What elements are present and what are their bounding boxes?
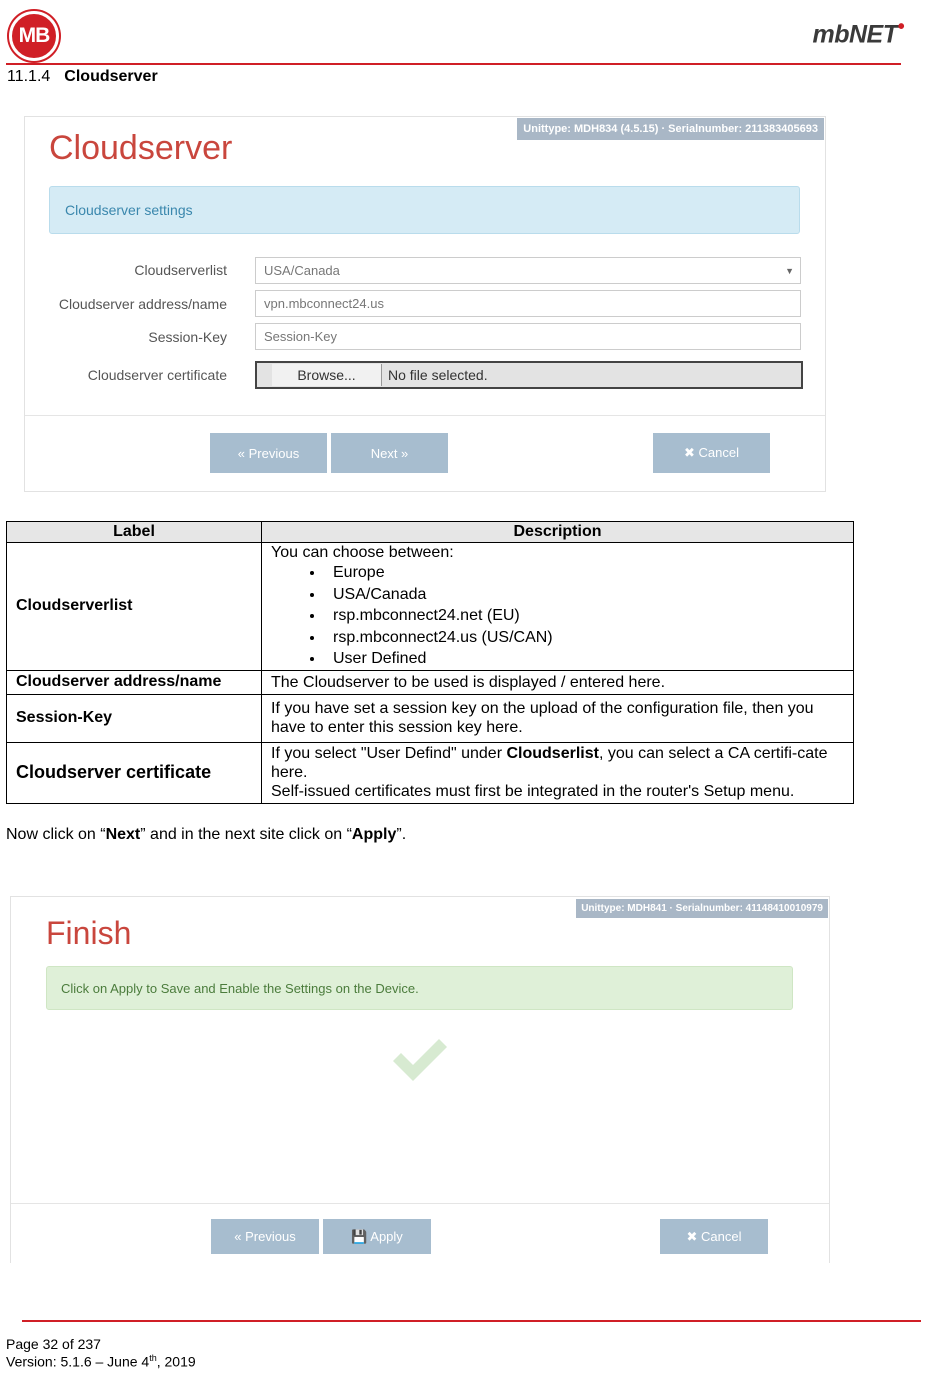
address-label: Cloudserver address/name bbox=[58, 296, 227, 312]
panel-title: Finish bbox=[46, 915, 132, 951]
sessionkey-placeholder: Session-Key bbox=[264, 329, 337, 344]
table-row bbox=[7, 694, 854, 742]
description-table bbox=[6, 521, 854, 804]
info-bar: Cloudserver settings bbox=[49, 186, 800, 234]
address-placeholder: vpn.mbconnect24.us bbox=[264, 296, 384, 311]
certificate-file-input[interactable] bbox=[255, 361, 803, 389]
row-label: Cloudserverlist bbox=[7, 543, 262, 671]
instr-bold-next: Next bbox=[105, 826, 141, 843]
cancel-button[interactable]: ✖ Cancel bbox=[660, 1219, 768, 1254]
section-number: 11.1.4 bbox=[7, 68, 51, 85]
instr-text: Now click on “ bbox=[6, 826, 106, 843]
desc-bold: Cloudserlist bbox=[506, 745, 599, 762]
footer-rule bbox=[22, 1320, 921, 1322]
unit-info-badge: Unittype: MDH841 · Serialnumber: 41148410010979 bbox=[576, 899, 828, 918]
header-label: Label bbox=[7, 522, 262, 543]
table-header-row bbox=[7, 522, 854, 543]
row-description bbox=[262, 742, 854, 803]
certificate-label: Cloudserver certificate bbox=[87, 367, 227, 383]
panel-title: Cloudserver bbox=[49, 129, 233, 167]
sessionkey-input[interactable] bbox=[255, 323, 801, 350]
row-description bbox=[262, 543, 854, 671]
table-row bbox=[7, 742, 854, 803]
header-rule bbox=[6, 63, 901, 65]
desc-text: If you select "User Defind" under bbox=[271, 745, 507, 762]
row-label: Cloudserver certificate bbox=[7, 742, 262, 803]
previous-button[interactable]: « Previous bbox=[211, 1219, 319, 1254]
unit-info-badge: Unittype: MDH834 (4.5.15) · Serialnumber: 211383405693 bbox=[517, 118, 824, 140]
success-bar: Click on Apply to Save and Enable the Settings on the Device. bbox=[46, 966, 793, 1010]
mb-logo: MB bbox=[9, 11, 59, 61]
cloudserverlist-value: USA/Canada bbox=[264, 263, 340, 278]
checkmark-icon bbox=[389, 1035, 451, 1085]
desc-line2: Self-issued certificates must first be integrated in the router's Setup menu. bbox=[271, 783, 795, 800]
cancel-button[interactable]: ✖ Cancel bbox=[653, 433, 770, 473]
cloudserverlist-label: Cloudserverlist bbox=[134, 262, 227, 278]
list-item: • rsp.mbconnect24.us (US/CAN) bbox=[325, 627, 844, 649]
desc-text: , you can select a CA certifi-cate here. bbox=[271, 745, 828, 781]
row-label: Session-Key bbox=[7, 694, 262, 742]
options-list bbox=[271, 562, 844, 670]
table-row bbox=[7, 670, 854, 694]
options-intro: You can choose between: bbox=[271, 544, 454, 561]
version-info bbox=[6, 1353, 196, 1370]
instr-text: ”. bbox=[396, 826, 407, 843]
section-heading bbox=[7, 68, 158, 86]
instruction-text bbox=[6, 826, 406, 844]
chevron-down-icon: ▼ bbox=[785, 265, 794, 276]
version-suffix: , 2019 bbox=[156, 1353, 196, 1370]
instr-bold-apply: Apply bbox=[351, 826, 397, 843]
cloudserver-screenshot bbox=[24, 116, 826, 492]
list-item: • User Defined bbox=[325, 648, 844, 670]
list-item: • Europe bbox=[325, 562, 844, 584]
row-description: The Cloudserver to be used is displayed / entered here. bbox=[262, 670, 854, 694]
browse-button[interactable]: Browse... bbox=[272, 364, 382, 386]
version-prefix: Version: 5.1.6 – June 4 bbox=[6, 1353, 150, 1370]
mbnet-logo bbox=[812, 16, 904, 49]
page-number: Page 32 of 237 bbox=[6, 1336, 101, 1352]
apply-button[interactable]: 💾 Apply bbox=[323, 1219, 431, 1254]
list-item: • rsp.mbconnect24.net (EU) bbox=[325, 605, 844, 627]
header-description: Description bbox=[262, 522, 854, 543]
list-item: • USA/Canada bbox=[325, 584, 844, 606]
address-input[interactable] bbox=[255, 290, 801, 317]
form-footer-divider bbox=[25, 415, 825, 416]
sessionkey-label: Session-Key bbox=[148, 329, 227, 345]
mbnet-logo-text: mbNET bbox=[812, 20, 898, 49]
finish-screenshot bbox=[10, 896, 830, 1263]
file-status: No file selected. bbox=[388, 367, 488, 383]
form-footer-divider bbox=[11, 1203, 829, 1204]
cloudserverlist-select[interactable] bbox=[255, 257, 801, 284]
version-sup: th bbox=[149, 1353, 157, 1363]
instr-text: ” and in the next site click on “ bbox=[140, 826, 352, 843]
table-row bbox=[7, 543, 854, 671]
next-button[interactable]: Next » bbox=[331, 433, 448, 473]
mbnet-logo-dot: • bbox=[897, 16, 904, 38]
row-label: Cloudserver address/name bbox=[7, 670, 262, 694]
previous-button[interactable]: « Previous bbox=[210, 433, 327, 473]
row-description: If you have set a session key on the upload of the configuration file, then you have to enter this session key here. bbox=[262, 694, 854, 742]
section-title: Cloudserver bbox=[64, 68, 158, 85]
